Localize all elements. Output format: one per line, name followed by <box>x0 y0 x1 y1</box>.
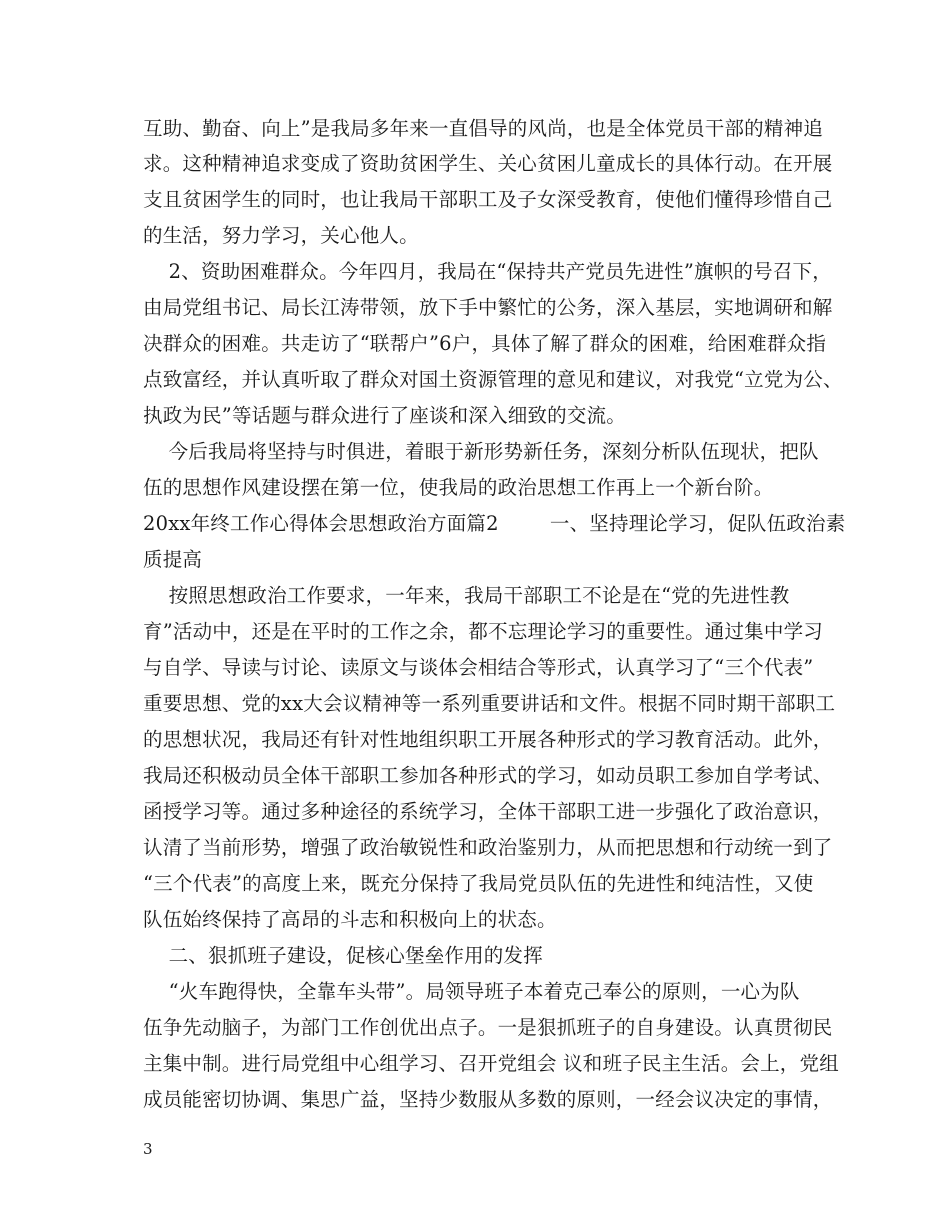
body-text-line: 认清了当前形势，增强了政治敏锐性和政治鉴别力，从而把思想和行动统一到了 <box>143 836 833 859</box>
page-number: 3 <box>143 1140 153 1158</box>
body-text-line: 的生活，努力学习，关心他人。 <box>143 224 419 247</box>
body-text-line: 支且贫困学生的同时，也让我局干部职工及子女深受教育，使他们懂得珍惜自己 <box>143 188 833 211</box>
section-heading-line: 质提高 <box>143 548 203 571</box>
body-text-line: 与自学、导读与讨论、读原文与谈体会相结合等形式，认真学习了“三个代表” <box>143 656 814 679</box>
body-text-line: 求。这种精神追求变成了资助贫困学生、关心贫困儿童成长的具体行动。在开展 <box>143 152 833 175</box>
body-text-line: 2、资助困难群众。今年四月，我局在“保持共产党员先进性”旗帜的号召下， <box>143 260 832 283</box>
body-text-line: 点致富经，并认真听取了群众对国土资源管理的意见和建议，对我党“立党为公、 <box>143 368 843 391</box>
body-text-line: 的思想状况，我局还有针对性地组织职工开展各种形式的学习教育活动。此外， <box>143 728 833 751</box>
body-text-line: 队伍始终保持了高昂的斗志和积极向上的状态。 <box>143 908 557 931</box>
body-text-line: 决群众的困难。共走访了“联帮户”6户，具体了解了群众的困难，给困难群众指 <box>143 332 827 355</box>
section-heading-line: 二、狠抓班子建设，促核心堡垒作用的发挥 <box>143 944 543 967</box>
body-text-line: 今后我局将坚持与时俱进，着眼于新形势新任务，深刻分析队伍现状，把队 <box>143 440 819 463</box>
body-text-line: 伍争先动脑子，为部门工作创优出点子。一是狠抓班子的自身建设。认真贯彻民 <box>143 1016 833 1039</box>
body-text-line: 互助、勤奋、向上”是我局多年来一直倡导的风尚，也是全体党员干部的精神追 <box>143 117 823 140</box>
body-text-line: 按照思想政治工作要求，一年来，我局干部职工不论是在“党的先进性教 <box>143 584 790 607</box>
body-text-line: 函授学习等。通过多种途径的系统学习，全体干部职工进一步强化了政治意识， <box>143 800 833 823</box>
body-text-line: 由局党组书记、局长江涛带领，放下手中繁忙的公务，深入基层，实地调研和解 <box>143 296 833 319</box>
body-text-line: “三个代表”的高度上来，既充分保持了我局党员队伍的先进性和纯洁性，又使 <box>143 872 814 895</box>
body-text-line: 成员能密切协调、集思广益，坚持少数服从多数的原则，一经会议决定的事情， <box>143 1088 833 1111</box>
body-text-line: 主集中制。进行局党组中心组学习、召开党组会 议和班子民主生活。会上，党组 <box>143 1052 839 1075</box>
body-text-line: 育”活动中，还是在平时的工作之余，都不忘理论学习的重要性。通过集中学习 <box>143 620 823 643</box>
body-text-line: 执政为民”等话题与群众进行了座谈和深入细致的交流。 <box>143 404 626 427</box>
body-text-line: 重要思想、党的xx大会议精神等一系列重要讲话和文件。根据不同时期干部职工 <box>143 692 836 715</box>
body-text-line: “火车跑得快，全靠车头带”。局领导班子本着克己奉公的原则，一心为队 <box>143 980 800 1003</box>
body-text-line: 我局还积极动员全体干部职工参加各种形式的学习，如动员职工参加自学考试、 <box>143 764 833 787</box>
section-heading-line: 20xx年终工作心得体会思想政治方面篇2 一、坚持理论学习，促队伍政治素 <box>143 512 846 535</box>
body-text-line: 伍的思想作风建设摆在第一位，使我局的政治思想工作再上一个新台阶。 <box>143 476 774 499</box>
